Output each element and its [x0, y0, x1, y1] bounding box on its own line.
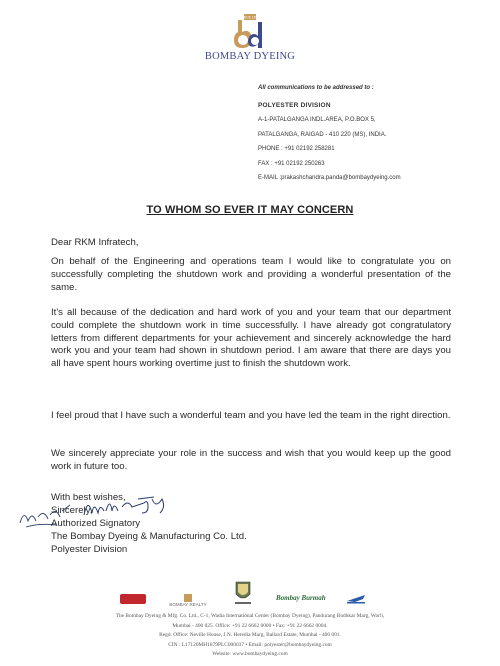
closing-2: Sincerely, — [51, 505, 93, 516]
phone: PHONE : +91 02192 258281 — [258, 146, 335, 152]
footer-line-2: Mumbai - 400 025. Office: +91 22 6662 0000 • Fax: +91 22 6662 0004. — [172, 622, 328, 629]
salutation: Dear RKM Infratech, — [51, 237, 139, 248]
footer-line-3: Regd. Office: Neville House, J.N. Heredia Marg, Ballard Estate, Mumbai - 400 001. — [159, 632, 341, 639]
paragraph-2: It's all because of the dedication and hard work of you and your team that our department could complete the shutdown work in time successfully. I have already got congratulatory letters from different departments for your achievement and sincerely acknowledge the hard work you and your team had shown in shutdown period. I am aware that there are days you all have spent hours working overtime just to finish the shutdown work. — [51, 307, 451, 370]
signatory-title: Authorized Signatory — [51, 518, 141, 529]
division-name: POLYESTER DIVISION — [258, 101, 331, 109]
company-logo — [200, 14, 300, 74]
fax: FAX : +91 02192 250263 — [258, 160, 325, 167]
footer-line-1: The Bombay Dyeing & Mfg. Co. Ltd., C-1, Wadia International Center (Bombay Dyeing), Pandurang Budhkar Marg, Worli, — [115, 613, 385, 619]
footer-logo-bombay-burmah: Bombay Burmah — [276, 594, 326, 602]
handwritten-signature — [82, 493, 172, 521]
paragraph-4: We sincerely appreciate your role in the success and wish that you would keep up the good work in future too. — [51, 448, 451, 472]
footer-line-4: CIN : L17120MH1879PLC000037 • Email: polyester@bombaydyeing.com — [168, 641, 332, 648]
bombay-realty-label: BOMBAY REALTY — [169, 602, 207, 607]
footer-logo-go-air — [345, 592, 367, 604]
crest-icon — [232, 578, 254, 606]
footer-address — [0, 612, 500, 660]
footer-logo-britannia — [120, 594, 146, 604]
airline-icon — [345, 593, 367, 605]
paragraph-1: On behalf of the Engineering and operations team I would like to congratulate you on successfully completing the shutdown work and providing a wonderful presentation of the same. — [51, 256, 451, 293]
email: E-MAIL :prakashchandra.panda@bombaydyeing.com — [258, 175, 401, 181]
bombay-realty-mark-icon — [184, 594, 192, 602]
logo-name: BOMBAY DYEING — [204, 51, 296, 62]
svg-text:SINCE 1879: SINCE 1879 — [240, 15, 260, 20]
footer-logo-bombay-realty — [158, 594, 218, 608]
paragraph-3: I feel proud that I have such a wonderful team and you have led the team in the right direction. — [51, 410, 451, 421]
footer-logo-crest — [232, 578, 254, 606]
signatory-company: The Bombay Dyeing & Manufacturing Co. Ltd. — [51, 531, 247, 542]
bd-logo-icon — [230, 14, 270, 50]
address-line-1: A-1-PATALGANGA INDL.AREA, P.O.BOX 5, — [258, 117, 376, 123]
closing-1: With best wishes, — [51, 492, 126, 503]
address-block — [258, 84, 488, 183]
letter-title: TO WHOM SO EVER IT MAY CONCERN — [146, 204, 354, 216]
address-intro: All communications to be addressed to : — [258, 85, 374, 91]
footer-line-5: Website: www.bombaydyeing.com — [212, 651, 288, 658]
signatory-division: Polyester Division — [51, 544, 128, 555]
address-line-2: PATALGANGA, RAIGAD - 410 220 (MS), INDIA. — [258, 131, 387, 138]
